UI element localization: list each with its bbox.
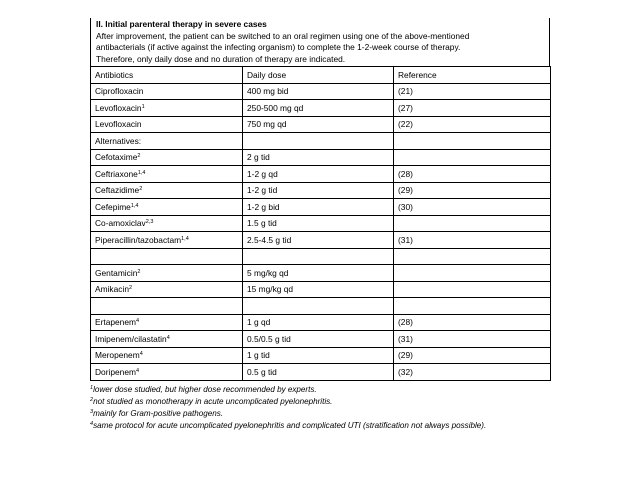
footnote-text: lower dose studied, but higher dose recommended by experts. [93,384,317,394]
antibiotic-name: Ertapenem [95,317,136,328]
reference-cell: (31) [394,331,551,348]
daily-dose-cell: 1.5 g tid [243,215,394,232]
antibiotic-name: Levofloxacin [95,102,142,113]
antibiotic-name: Cefepime [95,201,131,212]
footnote-marker: 2 [139,186,143,193]
antibiotic-name: Ceftazidime [95,185,140,196]
table-row [91,215,551,232]
daily-dose-cell: 2.5-4.5 g tid [243,232,394,249]
antibiotic-cell [91,248,243,265]
section-paragraph-line: Therefore, only daily dose and no duration of therapy are indicated. [96,53,346,64]
daily-dose-cell: 750 mg qd [243,116,394,133]
table-row [91,232,551,249]
daily-dose-cell [243,248,394,265]
section-heading-box [90,18,550,66]
reference-cell: (28) [394,314,551,331]
table-row [91,133,551,150]
section-paragraph-line: antibacterials (if active against the infecting organism) to complete the 1-2-week course of therapy. [96,42,461,52]
table-row [91,364,551,381]
footnote-marker: 2 [137,268,141,275]
antibiotic-cell [91,116,243,133]
antibiotic-cell [91,232,243,249]
footnote-marker: 1 [141,103,145,110]
antibiotic-name: Amikacin [95,284,129,295]
footnote-marker: 4 [166,334,170,341]
antibiotic-name: Piperacillin/tazobactam [95,234,182,245]
footnotes [90,384,550,433]
table-row [91,347,551,364]
header-reference: Reference [394,67,551,84]
footnote-marker: 4 [135,367,140,374]
table-row [91,265,551,282]
antibiotic-cell [91,347,243,364]
antibiotic-dose-table [90,66,551,381]
antibiotic-name: Ciprofloxacin [95,86,144,97]
antibiotic-cell [91,149,243,166]
daily-dose-cell: 5 mg/kg qd [243,265,394,282]
table-row [91,166,551,183]
reference-cell: (29) [394,182,551,199]
table-row [91,83,551,100]
footnote-marker: 4 [135,318,140,325]
footnote-marker: 4 [139,351,143,358]
footnote-text: same protocol for acute uncomplicated pyelonephritis and complicated UTI (stratification not always possible). [93,421,487,431]
footnote-text: not studied as monotherapy in acute uncomplicated pyelonephritis. [93,396,333,406]
antibiotic-name: Co-amoxiclav [95,218,146,229]
antibiotic-name: Imipenem/cilastatin [95,333,167,344]
daily-dose-cell: 1-2 g tid [243,182,394,199]
antibiotic-cell [91,215,243,232]
antibiotic-cell [91,281,243,298]
footnote [90,384,550,396]
reference-cell [394,215,551,232]
antibiotic-name: Alternatives: [95,135,142,146]
antibiotic-cell [91,364,243,381]
antibiotic-name: Ceftriaxone [95,168,138,179]
antibiotic-cell [91,166,243,183]
antibiotic-cell [91,298,243,315]
reference-cell: (21) [394,83,551,100]
reference-cell [394,248,551,265]
reference-cell [394,133,551,150]
reference-cell [394,149,551,166]
guideline-section [90,18,550,432]
antibiotic-cell [91,331,243,348]
reference-cell [394,298,551,315]
table-row [91,116,551,133]
table-row [91,149,551,166]
table-row [91,298,551,315]
antibiotic-cell [91,314,243,331]
footnote-text: mainly for Gram-positive pathogens. [93,408,224,418]
table-body [91,83,551,380]
footnote-marker: 1,4 [130,202,139,209]
footnote-marker: 1,4 [181,235,189,242]
table-row [91,281,551,298]
daily-dose-cell: 2 g tid [243,149,394,166]
daily-dose-cell [243,133,394,150]
reference-cell: (32) [394,364,551,381]
antibiotic-cell [91,100,243,117]
daily-dose-cell: 15 mg/kg qd [243,281,394,298]
footnote-number: 1 [90,384,94,391]
daily-dose-cell: 400 mg bid [243,83,394,100]
footnote-marker: 2 [128,285,133,292]
daily-dose-cell [243,298,394,315]
section-title: II. Initial parenteral therapy in severe cases [96,19,267,29]
antibiotic-name: Meropenem [95,350,140,361]
daily-dose-cell: 1 g tid [243,347,394,364]
table-header-row [91,67,551,84]
footnote-marker: 2 [137,153,141,160]
daily-dose-cell: 250-500 mg qd [243,100,394,117]
footnote [90,420,550,432]
table-row [91,100,551,117]
antibiotic-name: Cefotaxime [95,152,138,163]
footnote-number: 2 [90,396,94,403]
footnote-number: 4 [90,421,94,428]
daily-dose-cell: 0.5 g tid [243,364,394,381]
section-paragraph-line: After improvement, the patient can be switched to an oral regimen using one of the above-mentioned [96,30,470,41]
reference-cell: (30) [394,199,551,216]
antibiotic-cell [91,83,243,100]
reference-cell: (29) [394,347,551,364]
table-row [91,248,551,265]
antibiotic-cell [91,199,243,216]
table-row [91,331,551,348]
footnote-number: 3 [90,408,94,415]
table-row [91,314,551,331]
daily-dose-cell: 1 g qd [243,314,394,331]
antibiotic-name: Levofloxacin [95,119,142,130]
footnote [90,408,550,420]
footnote-marker: 2,3 [145,219,154,226]
header-antibiotics: Antibiotics [91,67,243,84]
reference-cell [394,281,551,298]
reference-cell: (31) [394,232,551,249]
daily-dose-cell: 1-2 g qd [243,166,394,183]
antibiotic-cell [91,265,243,282]
reference-cell: (28) [394,166,551,183]
reference-cell: (22) [394,116,551,133]
footnote [90,396,550,408]
antibiotic-cell [91,133,243,150]
antibiotic-name: Gentamicin [95,267,138,278]
footnote-marker: 1,4 [137,169,146,176]
daily-dose-cell: 0.5/0.5 g tid [243,331,394,348]
header-daily-dose: Daily dose [243,67,394,84]
table-row [91,199,551,216]
daily-dose-cell: 1-2 g bid [243,199,394,216]
reference-cell [394,265,551,282]
antibiotic-name: Doripenem [95,366,136,377]
antibiotic-cell [91,182,243,199]
reference-cell: (27) [394,100,551,117]
table-row [91,182,551,199]
